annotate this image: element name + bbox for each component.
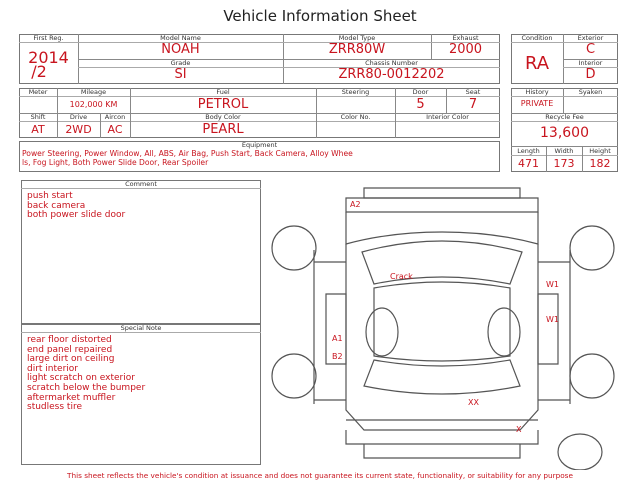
equipment-line-2: ls, Fog Light, Both Power Slide Door, Rear Spoiler [22,158,209,167]
spare-wheel [558,434,602,470]
recycle-fee-label: Recycle Fee [545,113,584,121]
width-label: Width [554,147,574,155]
length-label: Length [517,147,540,155]
special-note-item: studless tire [27,402,82,413]
chassis-value: ZRR80-0012202 [338,67,445,82]
mark-a2: A2 [350,200,361,209]
length-value: 471 [518,157,539,170]
comment-list [27,192,125,221]
special-note-item: scratch below the bumper [27,382,146,393]
mark-xx: XX [468,398,479,407]
comment-item: push start [27,191,73,201]
wheel-rear-right [570,354,614,398]
mark-a1: A1 [332,334,343,343]
height-value: 182 [589,157,611,170]
comment-label: Comment [125,180,157,188]
special-note-item: rear floor distorted [27,335,112,345]
fuel-value: PETROL [197,97,249,112]
condition-label: Condition [521,34,553,42]
exterior-label: Exterior [577,34,604,42]
aircon-label: Aircon [104,113,126,121]
sheet-title: Vehicle Information Sheet [223,7,417,25]
recycle-fee-value: 13,600 [540,125,589,141]
equipment-label: Equipment [241,141,278,149]
special-note-item: dirt interior [27,363,78,374]
mileage-value: 102,000 KM [69,100,118,109]
windshield-outline [362,241,522,284]
model-name-value: NOAH [161,42,200,57]
wheel-front-right [570,226,614,270]
drive-label: Drive [69,113,88,121]
mark-w1-top: W1 [546,280,559,289]
mark-x: X [516,425,522,434]
steering-label: Steering [341,88,370,96]
interior-grade: D [585,67,596,82]
model-type-value: ZRR80W [328,42,386,57]
meter-label: Meter [28,88,48,96]
comment-item: back camera [27,200,86,211]
mileage-label: Mileage [80,88,107,96]
syaken-label: Syaken [578,88,603,96]
mark-b2: B2 [332,352,343,361]
comment-item: both power slide door [27,210,126,221]
chassis-label: Chassis Number [365,59,418,67]
width-value: 173 [553,157,575,170]
first-reg-month: /2 [31,62,47,81]
condition-grade: RA [524,53,550,74]
shift-label: Shift [30,113,46,121]
door-label: Door [412,88,429,96]
front-bumper-outline [364,188,520,198]
body-color-value: PEARL [202,122,244,137]
grade-value: SI [174,67,187,82]
aircon-value: AC [107,123,123,136]
door-value: 5 [416,97,425,112]
drive-value: 2WD [65,123,92,136]
special-note-item: large dirt on ceiling [27,354,115,365]
model-type-label: Model Type [338,34,376,42]
special-note-list [27,336,145,413]
color-no-label: Color No. [340,113,371,121]
exhaust-value: 2000 [448,42,483,57]
first-reg-year: 2014 [28,48,69,67]
mark-crack: Crack [390,272,413,281]
interior-color-label: Interior Color [426,113,469,121]
wheel-front-left [272,226,316,270]
wheel-center-front [488,308,520,356]
car-damage-diagram [264,178,640,470]
special-note-item: aftermarket muffler [27,392,116,403]
special-note-label: Special Note [120,324,162,332]
special-note-item: end panel repaired [27,344,113,355]
wheel-rear-left [272,354,316,398]
height-label: Height [589,147,611,155]
model-name-label: Model Name [160,34,201,42]
wheel-center-rear [366,308,398,356]
fuel-label: Fuel [216,88,230,96]
seat-label: Seat [465,88,481,96]
first-reg-label: First Reg. [33,34,64,42]
mark-w1-bottom: W1 [546,315,559,324]
equipment-line-1: Power Steering, Power Window, All, ABS, Air Bag, Push Start, Back Camera, Alloy Whee [22,149,353,158]
disclaimer-footer: This sheet reflects the vehicle's condition at issuance and does not guarantee its current state, functionality, or suitability for any purpose [67,471,573,480]
body-color-label: Body Color [205,113,241,121]
exterior-grade: C [585,42,596,57]
seat-value: 7 [468,97,478,112]
exhaust-label: Exhaust [452,34,479,42]
history-label: History [525,88,549,96]
grade-label: Grade [170,59,191,67]
history-value: PRIVATE [520,99,554,108]
shift-value: AT [31,123,45,136]
special-note-item: light scratch on exterior [27,373,135,384]
interior-label: Interior [578,59,603,67]
